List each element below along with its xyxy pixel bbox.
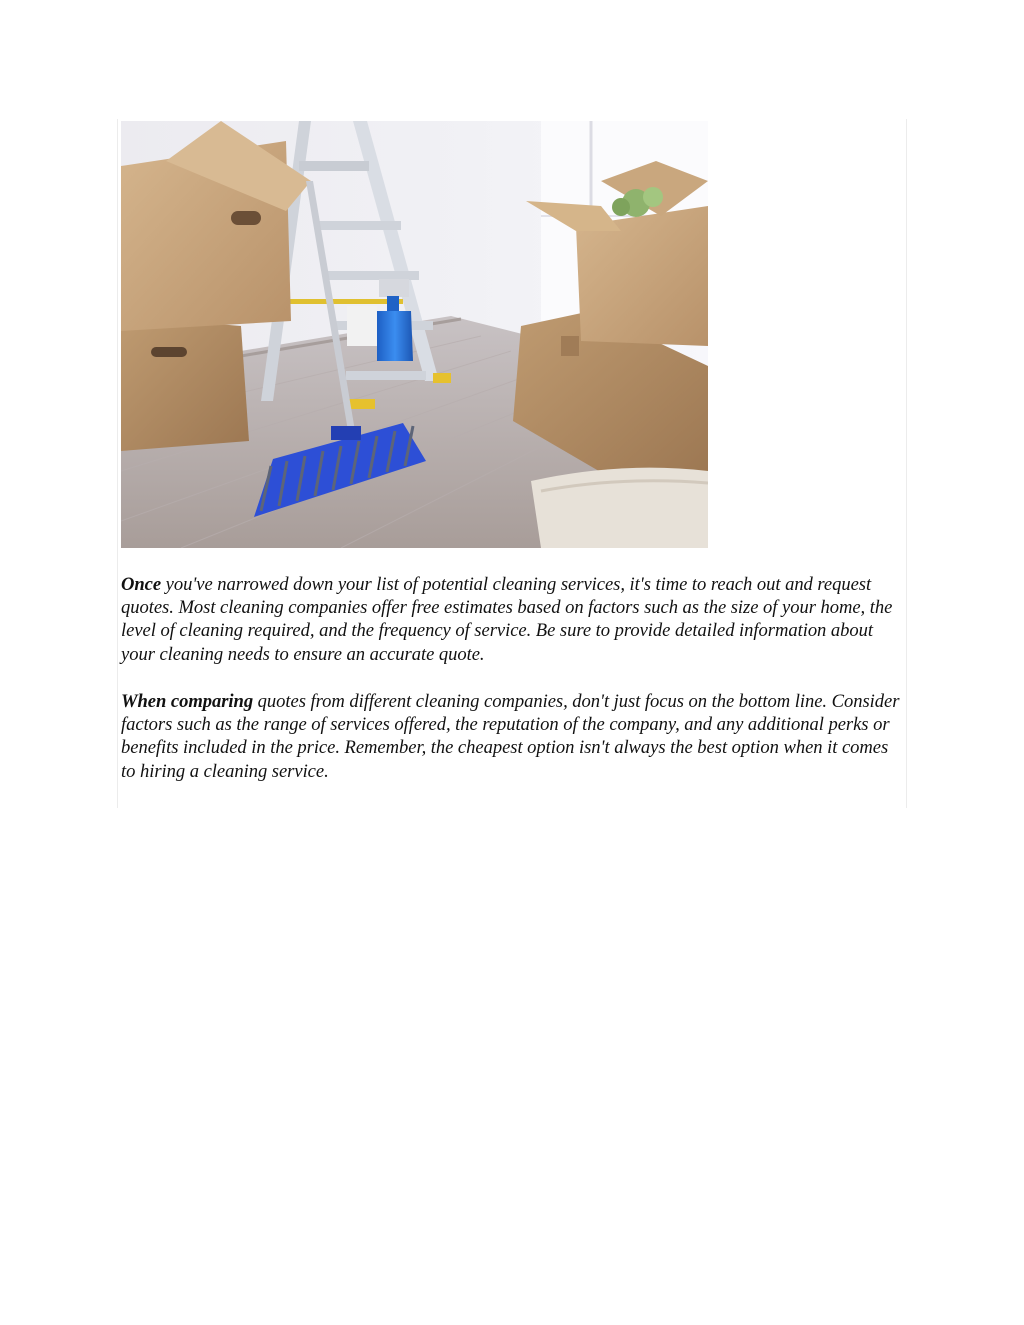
paragraph-lead: Once (121, 574, 162, 595)
paragraph-body: you've narrowed down your list of potential cleaning services, it's time to reach out and request quotes. Most cleaning companies offer free estimates based on factors such as the size of your home, the level of cleaning required, and the frequency of service. Be sure to provide detailed information about your cleaning needs to ensure an accurate quote. (121, 574, 893, 665)
paragraph-body: quotes from different cleaning companies, don't just focus on the bottom line. Consider factors such as the range of services offered, the reputation of the company, and any additional perks or benefits included in the price. Remember, the cheapest option isn't always the best option when it comes to hiring a cleaning service. (121, 691, 900, 782)
cleaning-photo-illustration (121, 121, 708, 548)
cleaning-photo (121, 121, 708, 548)
paragraph-requesting-quotes (121, 573, 905, 666)
paragraph-lead: When comparing (121, 691, 254, 712)
paragraph-comparing-quotes (121, 690, 905, 783)
